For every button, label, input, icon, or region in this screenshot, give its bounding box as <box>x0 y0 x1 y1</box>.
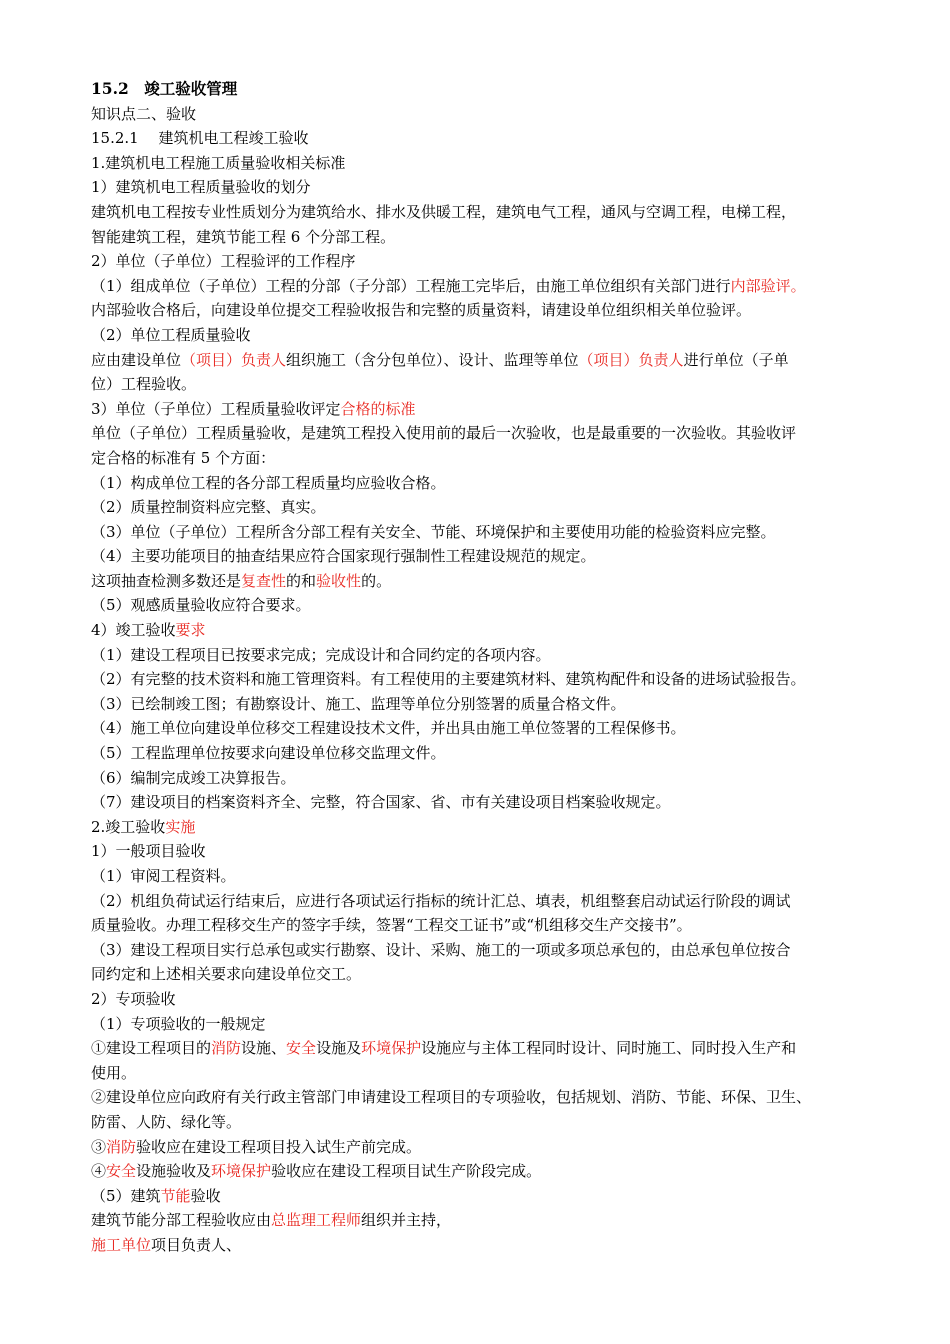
text-line <box>91 1159 901 1184</box>
highlighted-text: 验收性 <box>316 571 362 590</box>
text-segment: 组织施工（含分包单位）、设计、监理等单位 <box>286 350 579 369</box>
text-line <box>91 372 901 397</box>
text-segment: （1）建设工程项目已按要求完成；完成设计和合同约定的各项内容。 <box>91 645 551 664</box>
text-segment: （2）单位工程质量验收 <box>91 325 251 344</box>
text-segment: 1）建筑机电工程质量验收的划分 <box>91 178 311 197</box>
text-segment: 知识点二、验收 <box>91 104 197 123</box>
text-line <box>91 889 901 914</box>
text-segment: 智能建筑工程，建筑节能工程 6 个分部工程。 <box>91 227 396 246</box>
text-segment: 的和 <box>286 571 317 590</box>
text-segment: （2）质量控制资料应完整、真实。 <box>91 498 326 517</box>
text-segment: 质量验收。办理工程移交生产的签字手续，签署“工程交工证书”或“机组移交生产交接书”。 <box>91 916 692 935</box>
text-segment: 建筑节能分部工程验收应由 <box>91 1211 272 1230</box>
text-segment: 进行单位（子单 <box>683 350 789 369</box>
text-line <box>91 790 901 815</box>
text-line <box>91 446 901 471</box>
text-line <box>91 1036 901 1061</box>
text-segment: 2）专项验收 <box>91 989 176 1008</box>
text-line <box>91 1135 901 1160</box>
text-line <box>91 741 901 766</box>
highlighted-text: 节能 <box>160 1186 191 1205</box>
text-segment: （4）主要功能项目的抽查结果应符合国家现行强制性工程建设规范的规定。 <box>91 547 596 566</box>
text-line <box>91 913 901 938</box>
text-line <box>91 1061 901 1086</box>
text-segment: 15.2.1 建筑机电工程竣工验收 <box>91 129 309 148</box>
highlighted-text: 要求 <box>175 621 206 640</box>
text-line <box>91 618 901 643</box>
text-segment: （5）建筑 <box>91 1186 161 1205</box>
text-segment: 防雷、人防、绿化等。 <box>91 1112 242 1131</box>
text-segment: （4）施工单位向建设单位移交工程建设技术文件，并出具由施工单位签署的工程保修书。 <box>91 719 686 738</box>
highlighted-text: 环境保护 <box>211 1162 272 1181</box>
text-line <box>91 938 901 963</box>
text-segment: 1.建筑机电工程施工质量验收相关标准 <box>91 153 346 172</box>
highlighted-text: 复查性 <box>241 571 287 590</box>
text-segment: 验收 <box>190 1186 221 1205</box>
text-segment: （1）审阅工程资料。 <box>91 867 236 885</box>
text-line <box>91 839 901 864</box>
text-line <box>91 348 901 373</box>
text-line <box>91 1233 901 1258</box>
text-line <box>91 1184 901 1209</box>
text-segment: 设施应与主体工程同时设计、同时施工、同时投入生产和 <box>421 1039 797 1058</box>
text-segment: 组织并主持， <box>361 1211 452 1230</box>
text-segment: （2）有完整的技术资料和施工管理资料。有工程使用的主要建筑材料、建筑构配件和设备的进场试验报告。 <box>91 670 806 689</box>
text-segment: （7）建设项目的档案资料齐全、完整，符合国家、省、市有关建设项目档案验收规定。 <box>91 793 671 812</box>
text-segment: （1）专项验收的一般规定 <box>91 1014 266 1033</box>
text-segment: 设施及 <box>316 1039 362 1058</box>
text-line <box>91 397 901 422</box>
text-line <box>91 987 901 1012</box>
text-segment: （5）观感质量验收应符合要求。 <box>91 596 311 615</box>
text-line <box>91 1110 901 1135</box>
text-line <box>91 593 901 618</box>
text-line <box>91 495 901 520</box>
text-segment: 的。 <box>361 571 392 590</box>
text-line <box>91 864 901 889</box>
highlighted-text: （项目）负责人 <box>181 350 287 369</box>
text-segment: （5）工程监理单位按要求向建设单位移交监理文件。 <box>91 744 446 763</box>
highlighted-text: 消防 <box>106 1137 137 1156</box>
text-segment: ③ <box>91 1137 107 1156</box>
text-line <box>91 421 901 446</box>
text-line <box>91 151 901 176</box>
text-line <box>91 102 901 127</box>
text-segment: ④ <box>91 1162 107 1181</box>
text-line <box>91 200 901 225</box>
text-segment: （1）构成单位工程的各分部工程质量均应验收合格。 <box>91 473 446 492</box>
text-line <box>91 692 901 717</box>
text-line <box>91 520 901 545</box>
text-segment: 应由建设单位 <box>91 350 182 369</box>
text-line <box>91 1208 901 1233</box>
text-line <box>91 716 901 741</box>
text-line <box>91 1085 901 1110</box>
text-segment: （3）已绘制竣工图；有勘察设计、施工、监理等单位分别签署的质量合格文件。 <box>91 694 626 713</box>
text-line <box>91 225 901 250</box>
text-line <box>91 544 901 569</box>
text-segment: （2）机组负荷试运行结束后，应进行各项试运行指标的统计汇总、填表，机组整套启动试运行阶段的调试 <box>91 891 791 910</box>
highlighted-text: 消防 <box>211 1039 242 1058</box>
highlighted-text: 环境保护 <box>361 1039 422 1058</box>
text-line <box>91 962 901 987</box>
text-segment: 3）单位（子单位）工程质量验收评定 <box>91 399 341 418</box>
text-line <box>91 471 901 496</box>
text-segment: 建筑机电工程按专业性质划分为建筑给水、排水及供暖工程，建筑电气工程，通风与空调工程，电梯工程， <box>91 202 797 221</box>
text-line <box>91 569 901 594</box>
highlighted-text: 施工单位 <box>91 1235 152 1254</box>
text-segment: 这项抽查检测多数还是 <box>91 571 242 590</box>
text-line <box>91 323 901 348</box>
text-segment: 验收应在建设工程项目试生产阶段完成。 <box>271 1162 542 1181</box>
text-segment: 内部验收合格后，向建设单位提交工程验收报告和完整的质量资料，请建设单位组织相关单位验评。 <box>91 301 752 320</box>
text-segment: 设施、 <box>241 1039 287 1058</box>
highlighted-text: 总监理工程师 <box>271 1211 362 1230</box>
text-segment: 位）工程验收。 <box>91 375 197 394</box>
text-segment: 使用。 <box>91 1063 137 1082</box>
text-segment: 单位（子单位）工程质量验收，是建筑工程投入使用前的最后一次验收，也是最重要的一次验收。其验收评 <box>91 424 797 443</box>
document-body <box>91 77 901 1258</box>
highlighted-text: （项目）负责人 <box>578 350 684 369</box>
text-line <box>91 298 901 323</box>
text-segment: （1）组成单位（子单位）工程的分部（子分部）工程施工完毕后，由施工单位组织有关部门进行 <box>91 276 731 295</box>
highlighted-text: 安全 <box>106 1162 137 1181</box>
text-segment: ②建设单位应向政府有关行政主管部门申请建设工程项目的专项验收，包括规划、消防、节能、环保、卫生、 <box>91 1088 812 1107</box>
section-heading <box>91 77 901 102</box>
text-line <box>91 643 901 668</box>
text-line <box>91 766 901 791</box>
text-segment: 2）单位（子单位）工程验评的工作程序 <box>91 252 356 271</box>
text-segment: 定合格的标准有 5 个方面： <box>91 448 276 467</box>
text-segment: （3）单位（子单位）工程所含分部工程有关安全、节能、环境保护和主要使用功能的检验资料应完整。 <box>91 522 776 541</box>
text-line <box>91 667 901 692</box>
text-segment: ①建设工程项目的 <box>91 1039 212 1058</box>
text-line <box>91 1012 901 1037</box>
text-segment: 项目负责人、 <box>151 1235 242 1254</box>
text-segment: 设施验收及 <box>136 1162 212 1181</box>
text-segment: （3）建设工程项目实行总承包或实行勘察、设计、采购、施工的一项或多项总承包的，由总承包单位按合 <box>91 940 791 959</box>
highlighted-text: 内部验评。 <box>730 276 806 295</box>
text-segment: 同约定和上述相关要求向建设单位交工。 <box>91 965 362 984</box>
text-line <box>91 175 901 200</box>
highlighted-text: 实施 <box>165 817 196 836</box>
text-line <box>91 815 901 840</box>
text-segment: （6）编制完成竣工决算报告。 <box>91 768 296 787</box>
text-segment: 4）竣工验收 <box>91 621 176 640</box>
text-line <box>91 126 901 151</box>
text-segment: 15.2 竣工验收管理 <box>91 79 238 98</box>
text-segment: 2.竣工验收 <box>91 817 166 836</box>
text-line <box>91 249 901 274</box>
text-segment: 1）一般项目验收 <box>91 842 206 861</box>
text-segment: 验收应在建设工程项目投入试生产前完成。 <box>136 1137 422 1156</box>
highlighted-text: 合格的标准 <box>340 399 416 418</box>
text-line <box>91 274 901 299</box>
highlighted-text: 安全 <box>286 1039 317 1058</box>
